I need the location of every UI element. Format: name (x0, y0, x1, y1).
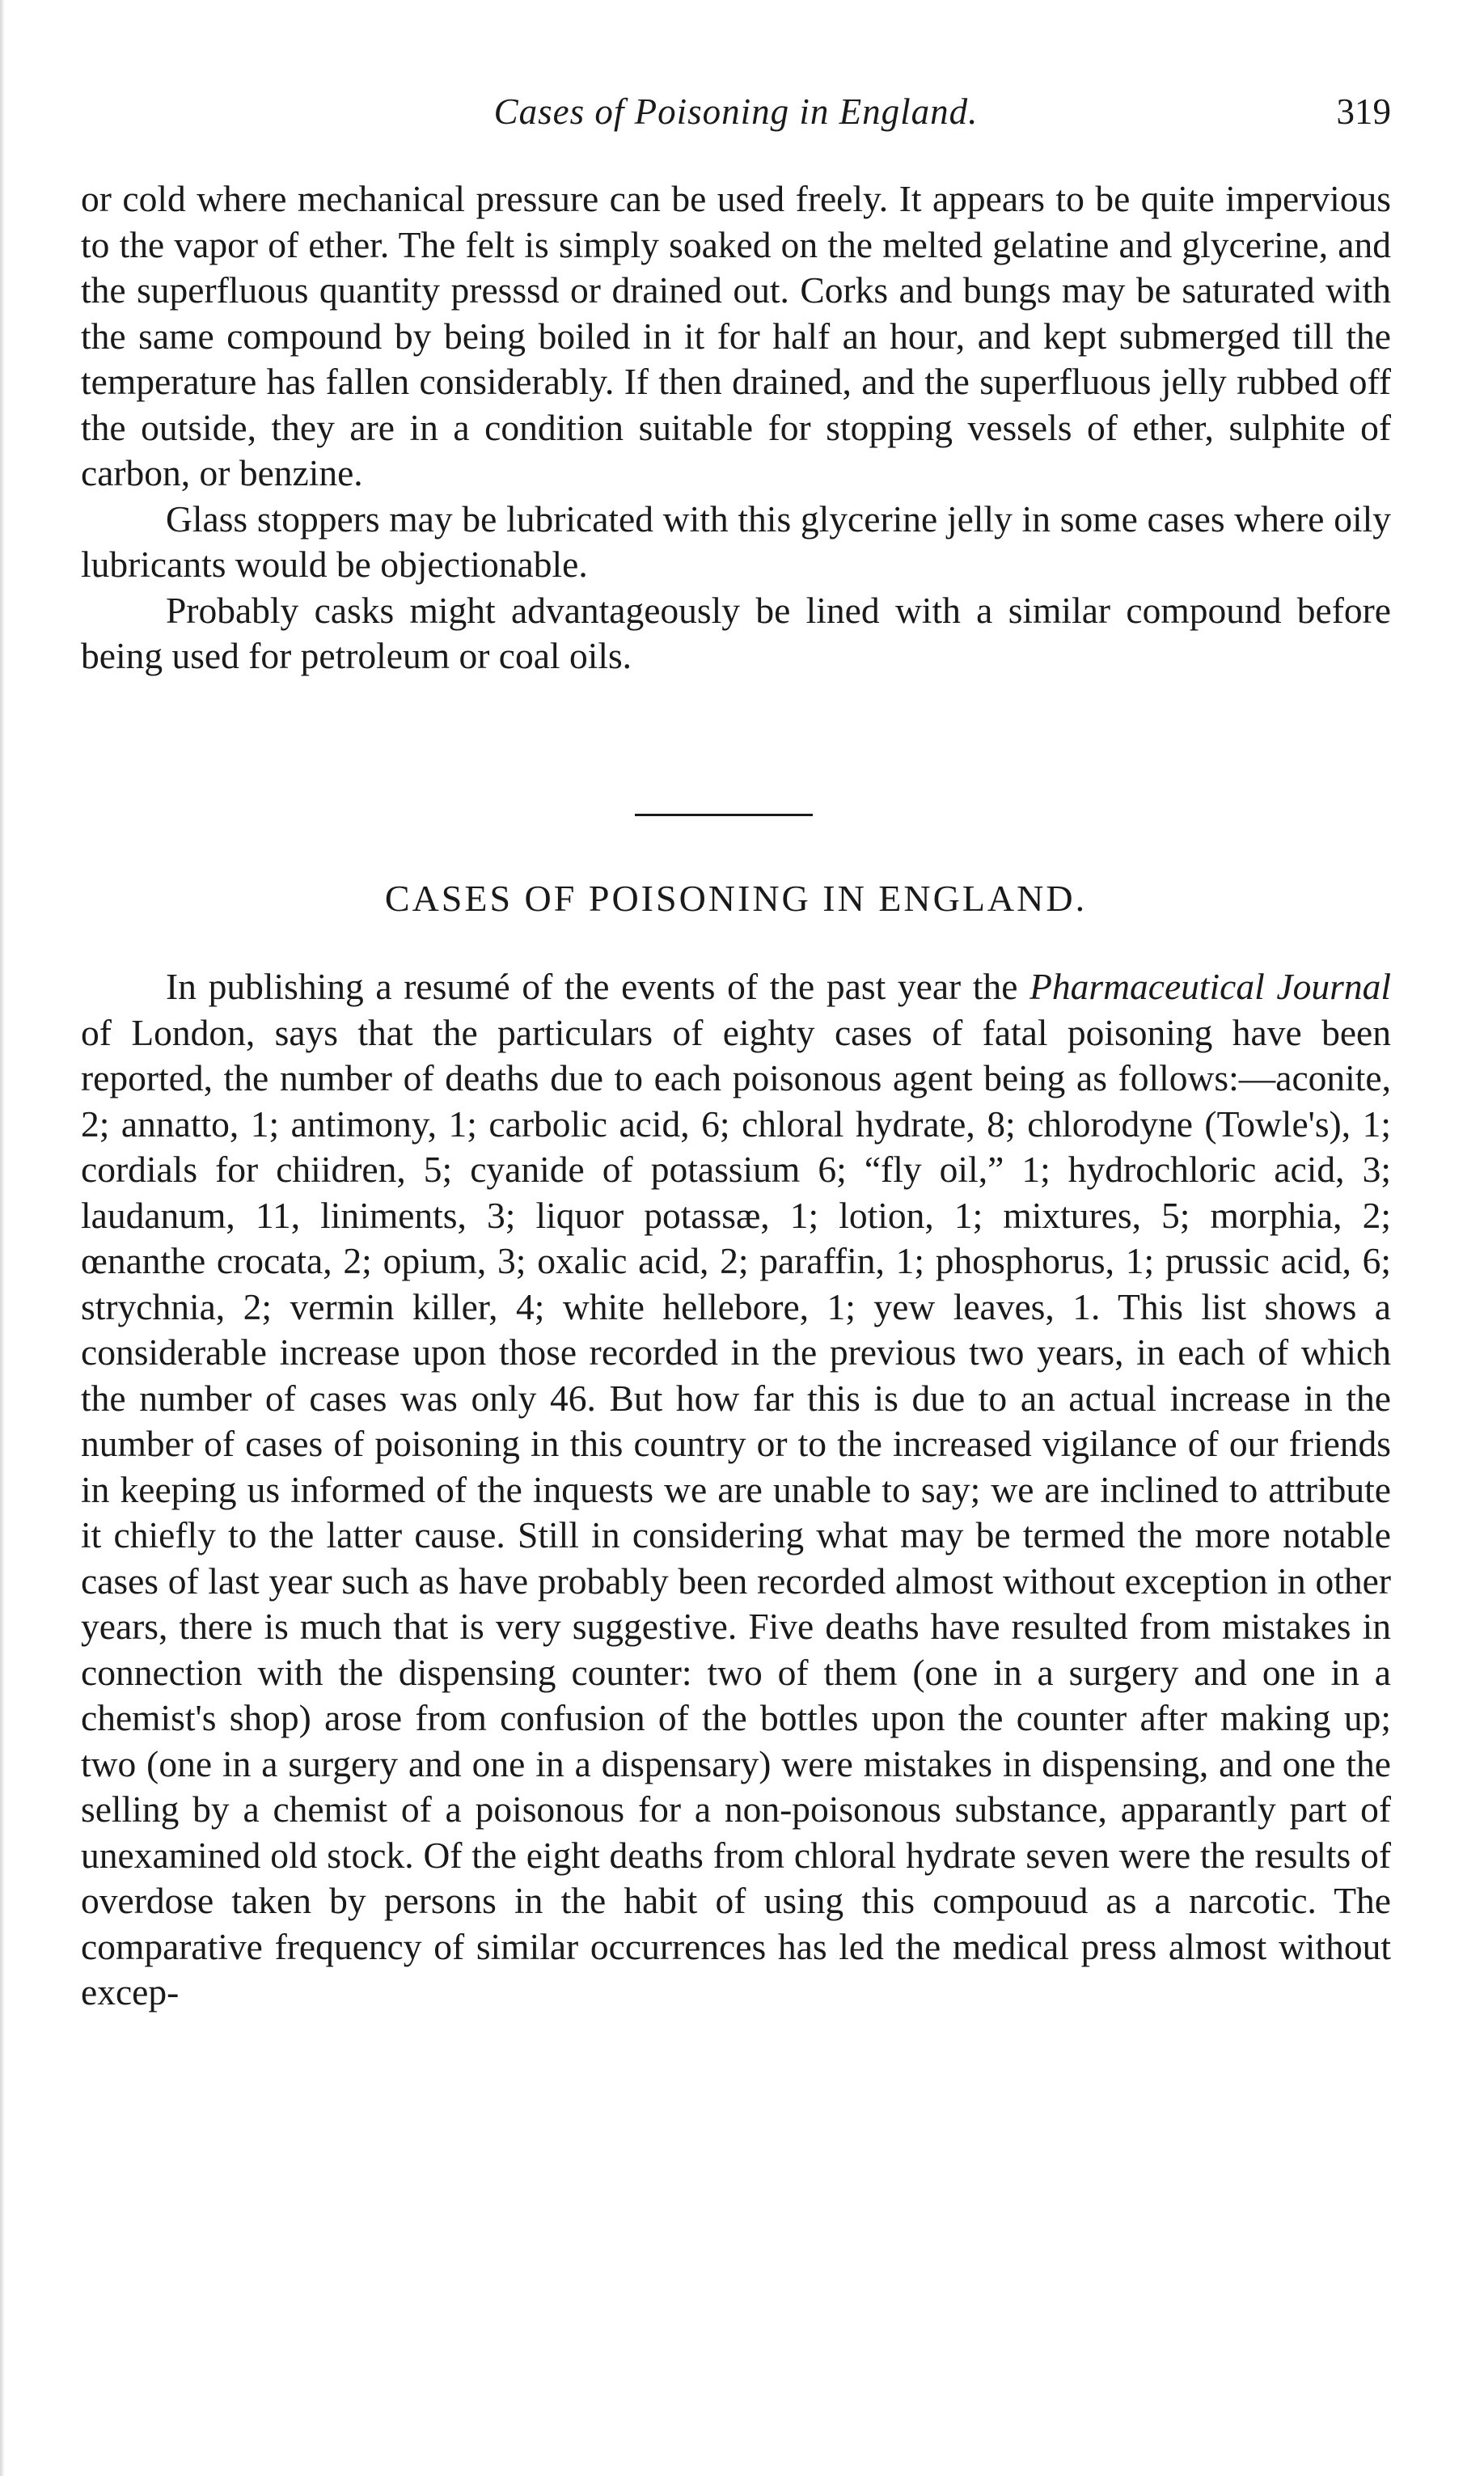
running-title: Cases of Poisoning in England. (493, 91, 979, 132)
paragraph (81, 964, 1391, 2016)
paragraph: Probably casks might advantageously be lined with a similar compound before being used for petroleum or coal oils. (81, 589, 1391, 676)
paragraph: or cold where mechanical pressure can be used freely. It appears to be quite impervious to the vapor of ether. The felt is simply soaked on the melted gelatine and glycerine, and the superfluous quantity presssd or drained out. Corks and bungs may be saturated with the same compound by being boiled in it for half an hour, and kept submerged till the temperature has fallen considerably. If then drained, and the superfluous jelly rubbed off the outside, they are in a condition suitable for stopping vessels of ether, sulphite of carbon, or benzine. (81, 178, 1391, 493)
continuation-text (81, 176, 1391, 679)
section-heading: CASES OF POISONING IN ENGLAND. (384, 878, 1088, 919)
section-divider (635, 814, 813, 816)
paragraph: Glass stoppers may be lubricated with this glycerine jelly in some cases where oily lubricants would be objectionable. (81, 497, 1391, 585)
text-run: In publishing a resumé of the events of the past year the (166, 966, 1030, 1007)
article-text (81, 964, 1391, 2016)
journal-name: Pharmaceutical Journal (1029, 966, 1391, 1007)
running-header (81, 91, 1391, 139)
page-number: 319 (1336, 91, 1391, 132)
page-edge (0, 0, 5, 2476)
text-run: of London, says that the particulars of eighty cases of fatal poisoning have been reported, the number of deaths due to each poisonous agent being as follows:—aconite, 2; annatto, 1; antimony, 1; carbolic acid, 6; chloral hydrate, 8; chlorodyne (Towle's), 1; cordials for chiidren, 5; cyanide of potassium 6; “fly oil,” 1; hydrochloric acid, 3; laudanum, 11, liniments, 3; liquor potassæ, 1; lotion, 1; mixtures, 5; morphia, 2; œnanthe crocata, 2; opium, 3; oxalic acid, 2; paraffin, 1; phosphorus, 1; prussic acid, 6; strychnia, 2; vermin killer, 4; white hellebore, 1; yew leaves, 1. This list shows a considerable increase upon those recorded in the previous two years, in each of which the number of cases was only 46. But how far this is due to an actual increase in the number of cases of poisoning in this country or to the increased vigilance of our friends in keeping us informed of the inquests we are unable to say; we are inclined to attribute it chiefly to the latter cause. Still in considering what may be termed the more notable cases of last year such as have probably been recorded almost without exception in other years, there is much that is very suggestive. Five deaths have resulted from mistakes in connection with the dispensing counter: two of them (one in a surgery and one in a chemist's shop) arose from confusion of the bottles upon the counter after making up; two (one in a surgery and one in a dispensary) were mistakes in dispensing, and one the selling by a chemist of a poisonous for a non-poisonous substance, apparantly part of unexamined old stock. Of the eight deaths from chloral hydrate seven were the results of overdose taken by persons in the habit of using this compouud as a narcotic. The comparative frequency of similar occurrences has led the medical press almost without excep- (81, 1011, 1391, 2013)
